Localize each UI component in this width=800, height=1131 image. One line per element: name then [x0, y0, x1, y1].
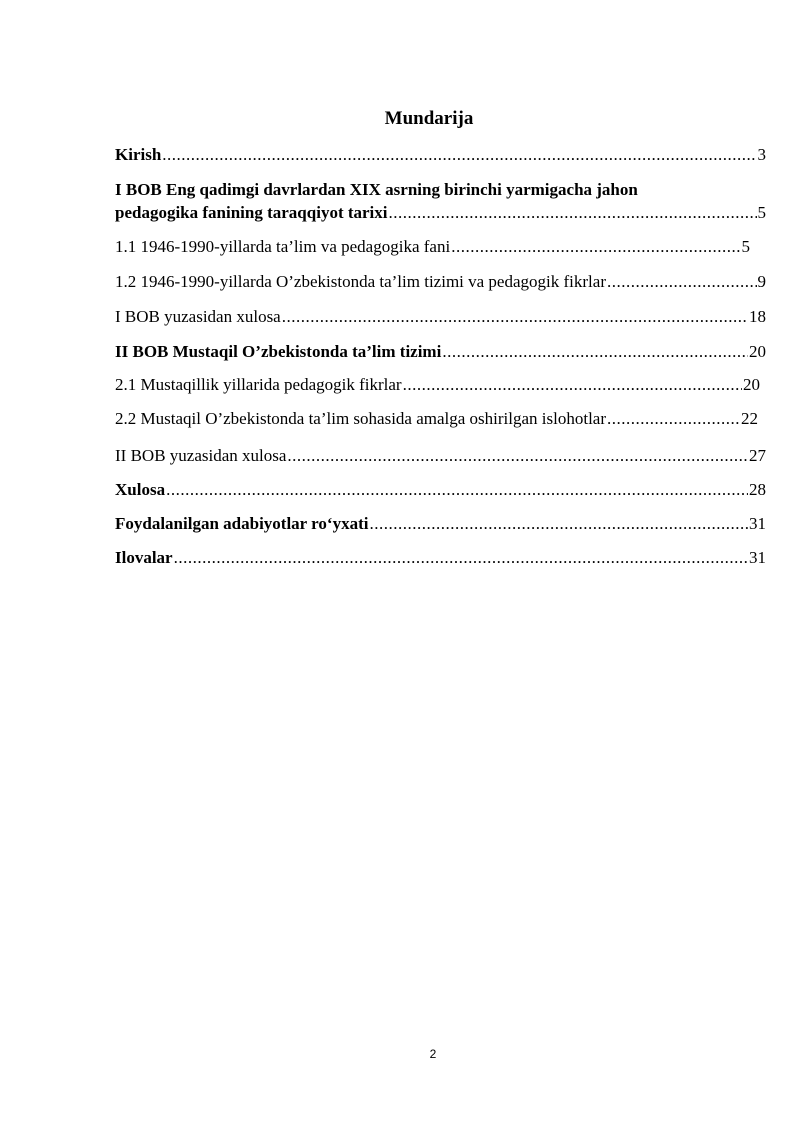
toc-leader-dots — [287, 445, 748, 467]
toc-leader-dots — [403, 374, 742, 396]
toc-entry-label: 2.1 Mustaqillik yillarida pedagogik fikrlar — [115, 375, 402, 394]
toc-leader-dots — [607, 271, 757, 293]
toc-entry-label: Foydalanilgan adabiyotlar ro‘yxati — [115, 514, 369, 533]
toc-leader-dots — [442, 341, 748, 363]
toc-entry-xulosa[interactable] — [115, 479, 766, 501]
page-title: Mundarija — [384, 108, 474, 129]
toc-entry-label: II BOB yuzasidan xulosa — [115, 446, 287, 465]
toc-page-number: 27 — [749, 446, 766, 465]
toc-page-number: 20 — [749, 342, 766, 361]
toc-page-number: 9 — [757, 272, 766, 291]
page-number: 2 — [429, 1047, 437, 1061]
toc-page-number: 31 — [749, 514, 766, 533]
toc-page-number: 31 — [749, 548, 766, 567]
toc-entry-label: Xulosa — [115, 480, 166, 499]
toc-entry-section-2-1[interactable] — [115, 374, 766, 396]
toc-leader-dots — [166, 479, 748, 501]
toc-leader-dots — [369, 513, 748, 535]
toc-entry-chapter-2-summary[interactable] — [115, 445, 766, 467]
toc-page-number: 20 — [743, 375, 760, 394]
toc-entry-chapter-1[interactable] — [115, 178, 766, 224]
toc-entry-label: II BOB Mustaqil O’zbekistonda ta’lim tizimi — [115, 342, 442, 361]
toc-page-number: 5 — [757, 203, 766, 222]
toc-page-number: 18 — [749, 307, 766, 326]
toc-leader-dots — [174, 547, 748, 569]
toc-entry-label: Kirish — [115, 145, 162, 164]
toc-entry-section-2-2[interactable] — [115, 408, 766, 430]
toc-page-number: 22 — [741, 409, 758, 428]
toc-entry-label-line2: pedagogika fanining taraqqiyot tarixi — [115, 203, 388, 222]
toc-entry-label-line1: I BOB Eng qadimgi davrlardan XIX asrning birinchi yarmigacha jahon — [115, 180, 638, 199]
toc-entry-label: Ilovalar — [115, 548, 173, 567]
toc-page-number: 3 — [757, 145, 766, 164]
toc-page-number: 5 — [741, 237, 750, 256]
toc-leader-dots — [389, 201, 757, 224]
toc-entry-chapter-2[interactable] — [115, 341, 766, 363]
toc-page-number: 28 — [749, 480, 766, 499]
toc-entry-ilovalar[interactable] — [115, 547, 766, 569]
toc-entry-label: I BOB yuzasidan xulosa — [115, 307, 281, 326]
toc-entry-bibliography[interactable] — [115, 513, 766, 535]
toc-leader-dots — [162, 144, 756, 166]
toc-entry-kirish[interactable] — [115, 144, 766, 166]
toc-leader-dots — [282, 306, 748, 328]
toc-leader-dots — [607, 408, 740, 430]
toc-entry-section-1-2[interactable] — [115, 271, 766, 293]
toc-entry-chapter-1-summary[interactable] — [115, 306, 766, 328]
toc-entry-section-1-1[interactable] — [115, 236, 766, 258]
toc-entry-label: 1.1 1946-1990-yillarda ta’lim va pedagogika fani — [115, 237, 451, 256]
toc-entry-label: 1.2 1946-1990-yillarda O’zbekistonda ta’lim tizimi va pedagogik fikrlar — [115, 272, 606, 291]
toc-entry-label: 2.2 Mustaqil O’zbekistonda ta’lim sohasida amalga oshirilgan islohotlar — [115, 409, 607, 428]
toc-leader-dots — [451, 236, 740, 258]
